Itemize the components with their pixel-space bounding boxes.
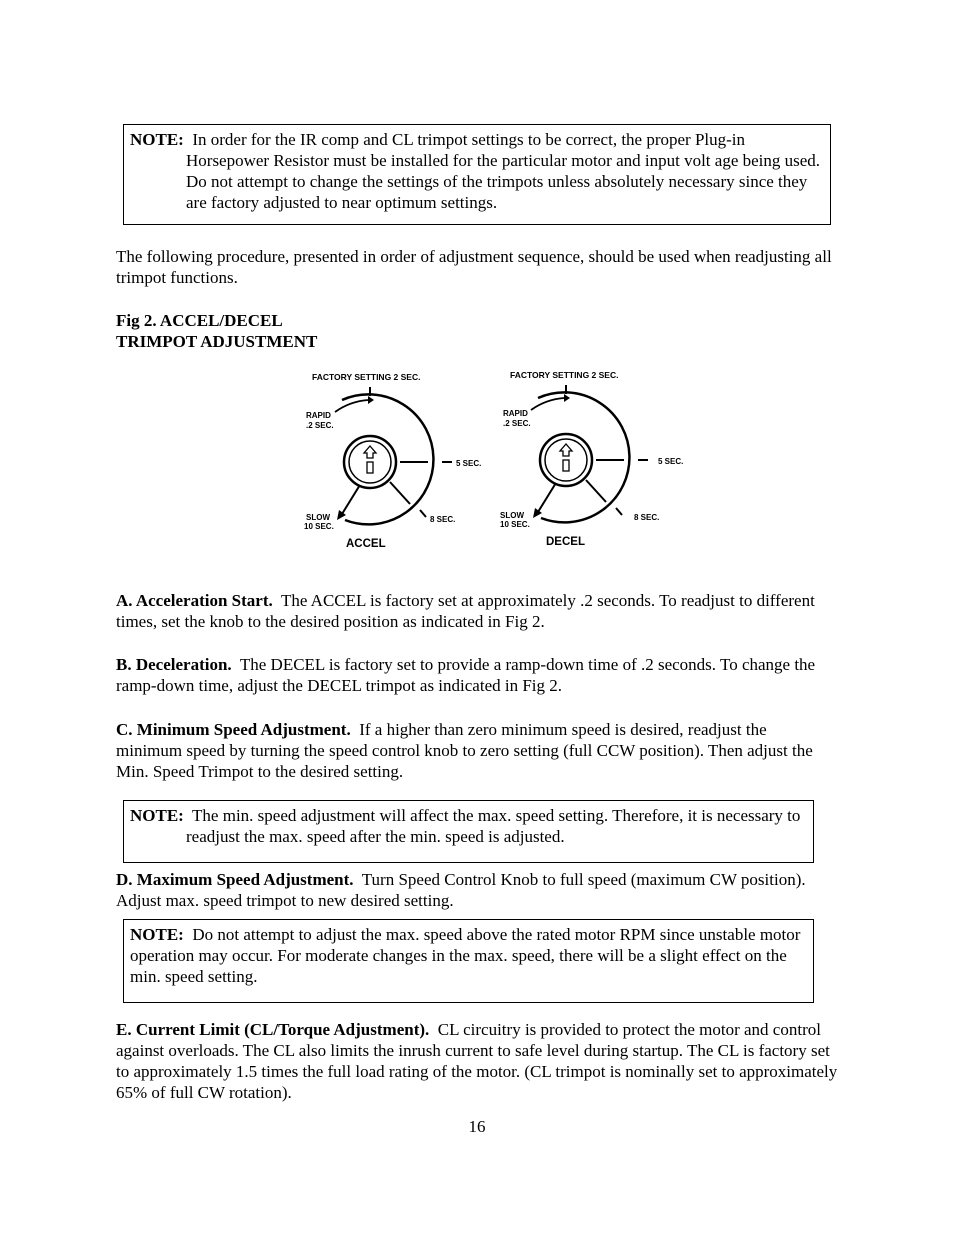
decel-slow-label: SLOW [500, 511, 524, 520]
section-maximum-speed [116, 869, 838, 911]
section-heading: D. Maximum Speed Adjustment. [116, 870, 354, 889]
accel-dial [304, 372, 481, 550]
section-acceleration-start [116, 590, 838, 632]
section-heading: B. Deceleration. [116, 655, 232, 674]
note-body: The min. speed adjustment will affect the max. speed setting. Therefore, it is necessary to readjust the max. speed after the min. speed is adjusted. [186, 806, 801, 846]
accel-slow-time-label: 10 SEC. [304, 522, 334, 531]
figure-caption-line2: TRIMPOT ADJUSTMENT [116, 332, 318, 351]
note-box-max-speed [123, 919, 814, 1003]
section-text: CL circuitry is provided to protect the motor and control against overloads. The CL also limits the inrush current to safe level during startup. The CL is factory set to approximately 1.5 times the full load rating of the motor. (CL trimpot is nominally set to approximately 65% of full CW rotation). [116, 1020, 838, 1102]
accel-slow-label: SLOW [306, 513, 330, 522]
section-heading: E. Current Limit (CL/Torque Adjustment). [116, 1020, 430, 1039]
note-text [130, 129, 824, 213]
page-number: 16 [468, 1117, 486, 1136]
trimpot-figure [290, 362, 700, 558]
note-label: NOTE: [130, 806, 184, 825]
note-label: NOTE: [130, 925, 184, 944]
section-text: If a higher than zero minimum speed is desired, readjust the minimum speed by turning the speed control knob to zero setting (full CCW position). Then adjust the Min. Speed Trimpot to the desired setting. [116, 720, 813, 781]
figure-caption [116, 310, 317, 352]
accel-factory-setting-label: FACTORY SETTING 2 SEC. [312, 372, 421, 382]
decel-factory-setting-label: FACTORY SETTING 2 SEC. [510, 370, 619, 380]
section-current-limit [116, 1019, 838, 1103]
note-label: NOTE: [130, 130, 184, 149]
section-text: The ACCEL is factory set at approximately .2 seconds. To readjust to different times, set the knob to the desired position as indicated in Fig 2. [116, 591, 815, 631]
intro-paragraph: The following procedure, presented in order of adjustment sequence, should be used when readjusting all trimpot functions. [116, 247, 832, 287]
section-heading: A. Acceleration Start. [116, 591, 273, 610]
section-text: Turn Speed Control Knob to full speed (maximum CW position). Adjust max. speed trimpot to new desired setting. [116, 870, 806, 910]
accel-rapid-label: RAPID [306, 411, 331, 420]
section-deceleration [116, 654, 838, 696]
decel-rapid-label: RAPID [503, 409, 528, 418]
note-body: In order for the IR comp and CL trimpot settings to be correct, the proper Plug-in Horsepower Resistor must be installed for the particular motor and input volt age being used. Do not attempt to change the settings of the trimpots unless absolutely necessary since they are factory adjusted to near optimum settings. [186, 130, 821, 212]
decel-slow-time-label: 10 SEC. [500, 520, 530, 529]
section-heading: C. Minimum Speed Adjustment. [116, 720, 351, 739]
decel-rapid-time-label: .2 SEC. [503, 419, 531, 428]
accel-5sec-label: 5 SEC. [456, 459, 482, 468]
note-body: Do not attempt to adjust the max. speed above the rated motor RPM since unstable motor operation may occur. For moderate changes in the max. speed, there will be a slight effect on the min. speed setting. [130, 925, 801, 986]
note-text [130, 924, 807, 987]
note-box-min-speed [123, 800, 814, 863]
accel-rapid-time-label: .2 SEC. [306, 421, 334, 430]
note-box-hp-resistor [123, 124, 831, 225]
section-minimum-speed [116, 719, 816, 782]
accel-8sec-label: 8 SEC. [430, 515, 456, 524]
decel-label: DECEL [546, 536, 585, 548]
figure-caption-line1: Fig 2. ACCEL/DECEL [116, 311, 283, 330]
decel-8sec-label: 8 SEC. [634, 513, 660, 522]
section-text: The DECEL is factory set to provide a ramp-down time of .2 seconds. To change the ramp-down time, adjust the DECEL trimpot as indicated in Fig 2. [116, 655, 816, 695]
note-text [130, 805, 807, 847]
decel-dial [500, 370, 683, 548]
decel-5sec-label: 5 SEC. [658, 457, 684, 466]
accel-label: ACCEL [346, 538, 386, 550]
